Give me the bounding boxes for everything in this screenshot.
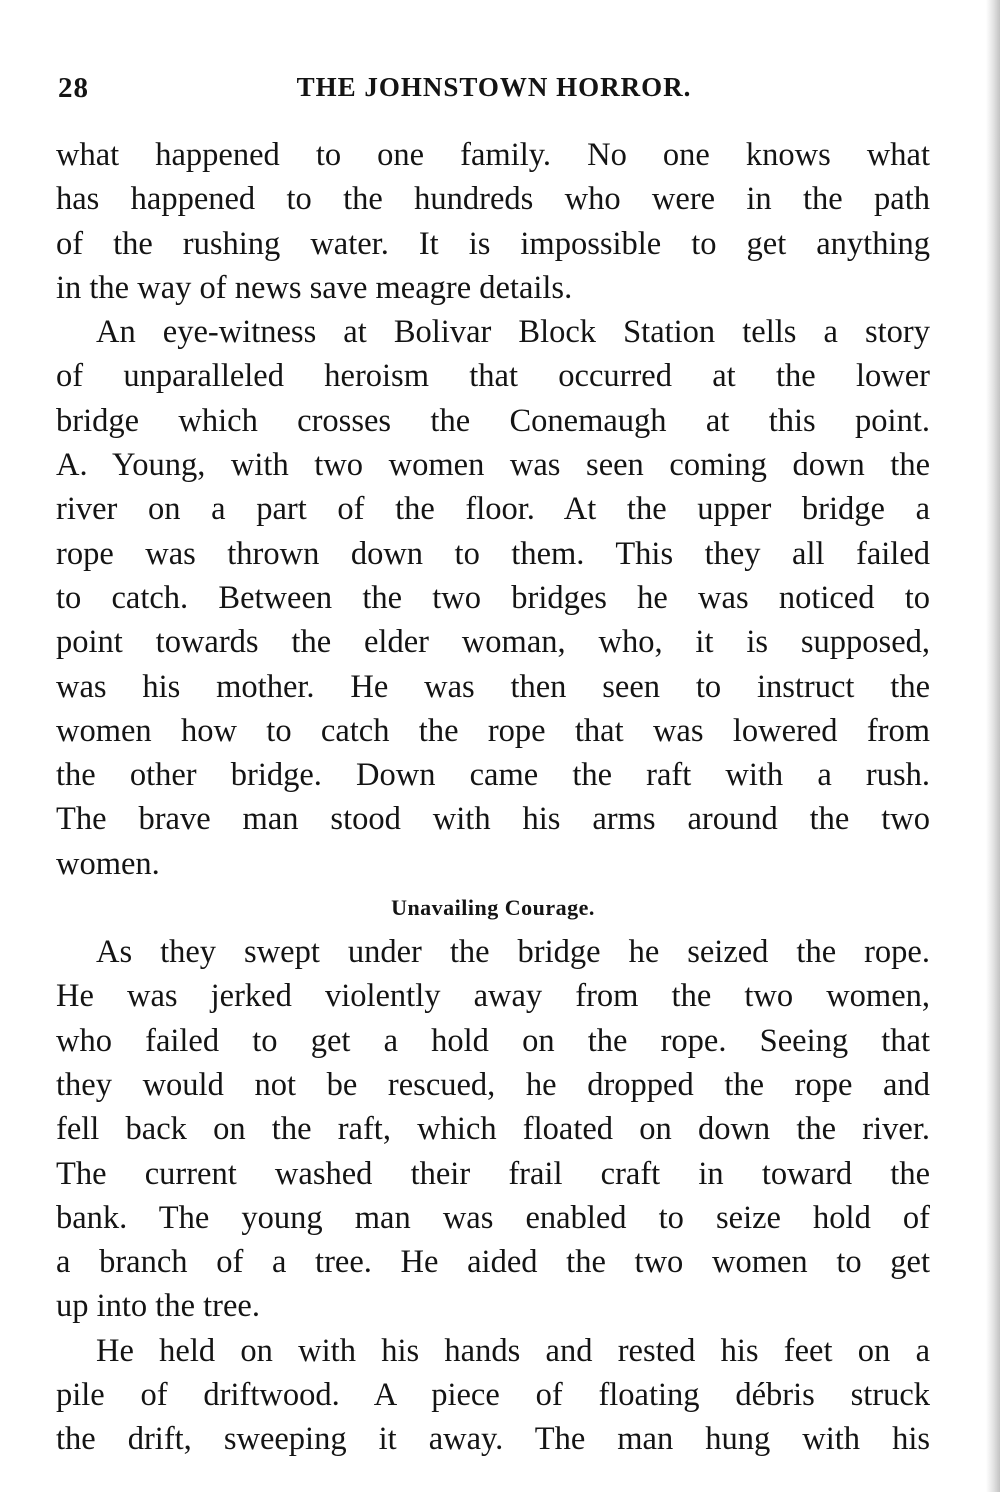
- text-line: the other bridge. Down came the raft with a rush.: [56, 757, 930, 794]
- page-spine-shadow: [986, 0, 1000, 1492]
- text-line: women how to catch the rope that was lowered from: [56, 712, 930, 749]
- text-line: in the way of news save meagre details.: [56, 269, 573, 306]
- text-line: An eye-witness at Bolivar Block Station tells a story: [96, 314, 930, 351]
- text-line: pile of driftwood. A piece of floating débris struck: [56, 1377, 930, 1414]
- text-line: He held on with his hands and rested his feet on a: [96, 1332, 930, 1369]
- text-line: of unparalleled heroism that occurred at the lower: [56, 358, 930, 395]
- text-line: who failed to get a hold on the rope. Seeing that: [56, 1022, 930, 1059]
- text-line: The brave man stood with his arms around the two: [56, 801, 930, 838]
- text-line: to catch. Between the two bridges he was noticed to: [56, 579, 930, 616]
- page-header: [58, 70, 930, 110]
- text-line: the drift, sweeping it away. The man hung with his: [56, 1421, 930, 1458]
- text-line: has happened to the hundreds who were in the path: [56, 181, 930, 218]
- paragraph: [56, 1329, 930, 1462]
- section-subheading: Unavailing Courage.: [391, 895, 595, 921]
- text-line: As they swept under the bridge he seized the rope.: [96, 934, 930, 971]
- text-line: bridge which crosses the Conemaugh at this point.: [56, 402, 930, 439]
- text-line: fell back on the raft, which floated on down the river.: [56, 1111, 930, 1148]
- text-line: a branch of a tree. He aided the two women to get: [56, 1244, 930, 1281]
- text-line: river on a part of the floor. At the upper bridge a: [56, 491, 930, 528]
- text-line: what happened to one family. No one knows what: [56, 137, 930, 173]
- text-line: of the rushing water. It is impossible to get anything: [56, 225, 930, 262]
- text-line: The current washed their frail craft in toward the: [56, 1155, 930, 1192]
- body-text: [56, 133, 930, 1462]
- text-line: rope was thrown down to them. This they all failed: [56, 535, 930, 572]
- text-line: A. Young, with two women was seen coming down the: [56, 447, 930, 484]
- text-line: point towards the elder woman, who, it is supposed,: [56, 624, 930, 661]
- text-line: up into the tree.: [56, 1288, 260, 1325]
- text-line: He was jerked violently away from the two women,: [56, 978, 930, 1015]
- page-number: 28: [58, 72, 89, 104]
- paragraph: [56, 930, 930, 1329]
- running-head: THE JOHNSTOWN HORROR.: [296, 72, 692, 102]
- text-line: they would not be rescued, he dropped the rope and: [56, 1066, 930, 1103]
- text-line: women.: [56, 845, 160, 882]
- paragraph: [56, 133, 930, 310]
- text-line: was his mother. He was then seen to instruct the: [56, 668, 930, 705]
- paragraph: [56, 310, 930, 886]
- text-line: bank. The young man was enabled to seize hold of: [56, 1199, 930, 1236]
